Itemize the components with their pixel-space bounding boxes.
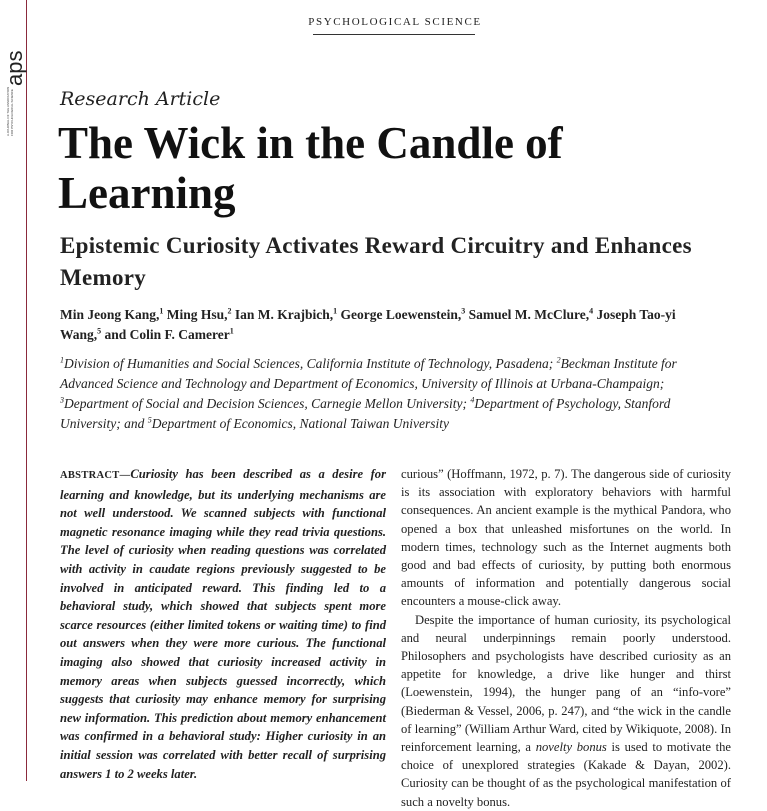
journal-rule <box>313 34 475 35</box>
affiliation: $^4$Department of Psychology, Stanford University; and <box>60 395 671 431</box>
body-paragraph-2: Despite the importance of human curiosity, its psychological and neural underpinnings remain poorly understood. Philosophers and psychologists have described curiosity as an appetite for knowledge, a drive like hunger and thirst (Loewenstein, 1994), the hunger pang of an “info-vore” (Biederman & Vessel, 2006, p. 247), and “the wick in the candle of learning” (William Arthur Ward, cited by Wikiquote, 2008). In reinforcement learning, a novelty bonus is used to motivate the choice of unexplored strategies (Kakade & Dayan, 2002). Curiosity can be thought of as the psychological manifestation of such a novelty bonus. <box>401 612 731 809</box>
affiliation: $^2$Beckman Institute for Advanced Science and Technology and Department of Economics, University of Illinois at Urbana-Champaign; <box>60 355 677 391</box>
article-subtitle: Epistemic Curiosity Activates Reward Circuitry and Enhances Memory <box>60 233 692 290</box>
author: George Loewenstein,$^3$ <box>340 306 466 322</box>
aps-logo-text: aps <box>2 50 27 86</box>
aps-tagline: A JOURNAL OF THE ASSOCIATION FOR PSYCHOLOGICAL SCIENCE <box>6 86 14 136</box>
author-list <box>60 305 680 345</box>
author: Ian M. Krajbich,$^1$ <box>234 306 338 322</box>
journal-name: PSYCHOLOGICAL SCIENCE <box>308 16 482 28</box>
author: and Colin F. Camerer$^1$ <box>104 326 234 342</box>
abstract-label: ABSTRACT— <box>60 470 131 481</box>
author: Ming Hsu,$^2$ <box>166 306 232 322</box>
aps-logo <box>4 28 26 88</box>
margin-rule <box>26 0 27 781</box>
affiliation: $^5$Department of Economics, National Taiwan University <box>147 415 449 431</box>
abstract <box>60 465 386 783</box>
author: Samuel M. McClure,$^4$ <box>468 306 594 322</box>
body-column <box>401 465 731 811</box>
author: Min Jeong Kang,$^1$ <box>60 306 164 322</box>
author: Joseph Tao-yi Wang,$^5$ <box>60 307 676 342</box>
article-type: Research Article <box>60 88 221 110</box>
abstract-text: Curiosity has been described as a desire for learning and knowledge, but its underlying mechanisms are not well understood. We scanned subjects with functional magnetic resonance imaging while they read trivia questions. The level of curiosity when reading questions was correlated with activity in caudate regions previously suggested to be involved in anticipated reward. This finding led to a behavioral study, which showed that subjects spent more scarce resources (either limited tokens or waiting time) to find out answers when they were more curious. The functional imaging also showed that curiosity increased activity in memory areas when subjects guessed incorrectly, which suggests that curiosity may enhance memory for surprising new information. This prediction about memory enhancement was confirmed in a behavioral study: Higher curiosity in an initial session was correlated with better recall of surprising answers 1 to 2 weeks later. <box>60 467 386 781</box>
body-paragraph-1: curious” (Hoffmann, 1972, p. 7). The dangerous side of curiosity is its association with exploratory behaviors with harmful consequences. An ancient example is the mythical Pandora, who opened a box that unleashed misfortunes on the world. In modern times, technology such as the Internet augments both good and bad effects of curiosity, by putting both enormous amounts of information and potentially dangerous social encounters a mouse-click away. <box>401 467 731 609</box>
affiliation: $^1$Division of Humanities and Social Sciences, California Institute of Technology, Pasadena; <box>60 355 554 371</box>
article-title: The Wick in the Candle of Learning <box>58 118 563 218</box>
affiliation: $^3$Department of Social and Decision Sciences, Carnegie Mellon University; <box>60 395 468 411</box>
affiliations <box>60 354 710 434</box>
